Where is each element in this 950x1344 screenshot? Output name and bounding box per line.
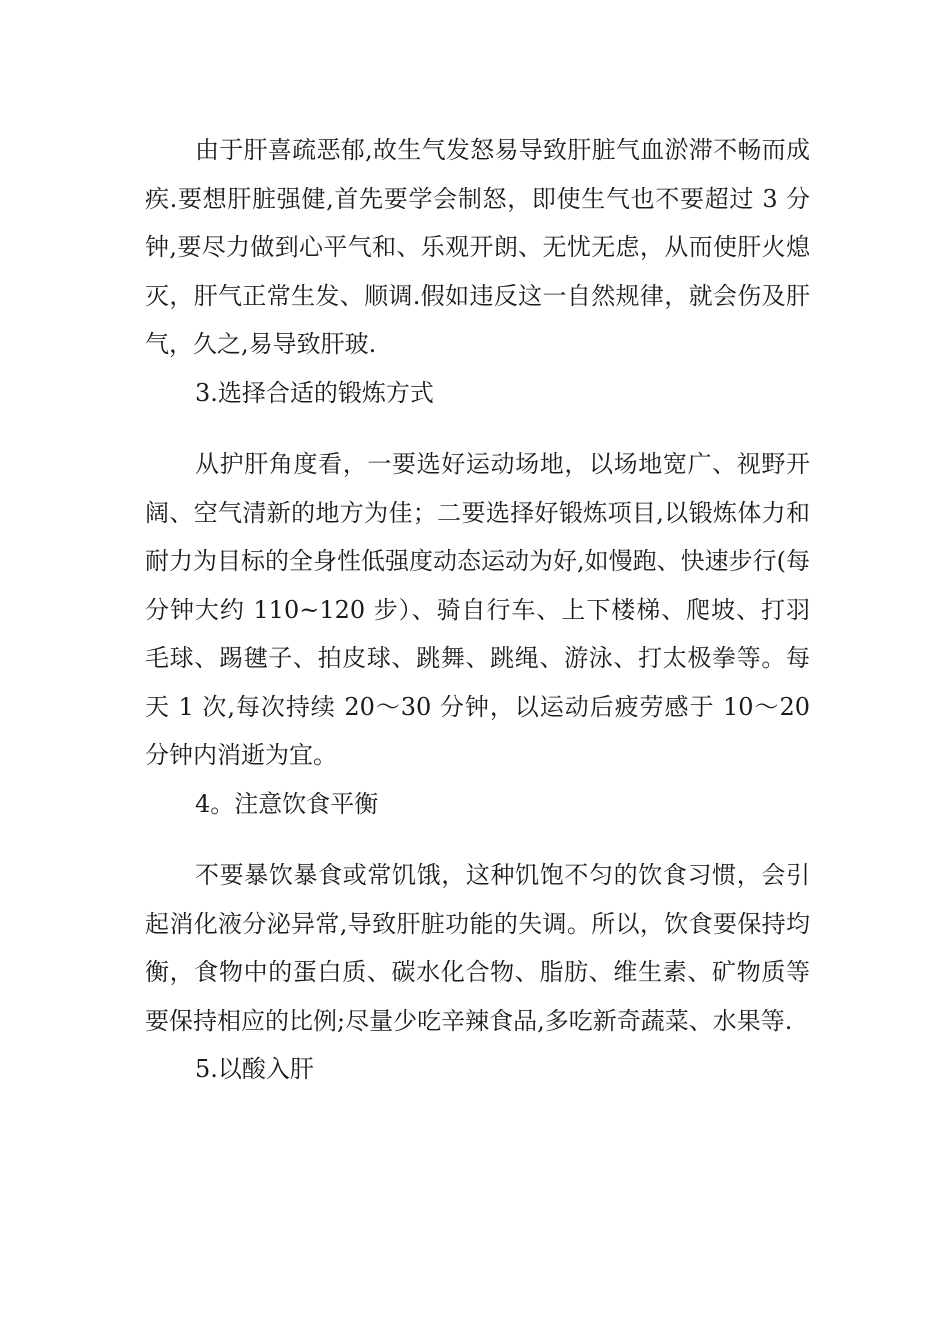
document-body (145, 126, 810, 1094)
section-heading-diet: 4。注意饮食平衡 (195, 789, 379, 818)
spacer (145, 828, 810, 851)
paragraph-exercise: 从护肝角度看，一要选好运动场地，以场地宽广、视野开阔、空气清新的地方为佳；二要选择好锻炼项目,以锻炼体力和耐力为目标的全身性低强度动态运动为好,如慢跑、快速步行(每分钟大约 110~120 步）、骑自行车、上下楼梯、爬坡、打羽毛球、踢毽子、拍皮球、跳舞、跳绳、游泳、打太极拳等。每天 1 次,每次持续 20～30 分钟，以运动后疲劳感于 10～20 分钟内消逝为宜。 (145, 450, 810, 769)
spacer (145, 417, 810, 440)
paragraph-diet: 不要暴饮暴食或常饥饿，这种饥饱不匀的饮食习惯，会引起消化液分泌异常,导致肝脏功能的失调。所以，饮食要保持均衡，食物中的蛋白质、碳水化合物、脂肪、维生素、矿物质等要保持相应的比例;尽量少吃辛辣食品,多吃新奇蔬菜、水果等. (145, 861, 810, 1035)
section-heading-sour: 5.以酸入肝 (195, 1055, 314, 1083)
section-heading-exercise: 3.选择合适的锻炼方式 (195, 378, 434, 407)
paragraph-anger-control: 由于肝喜疏恶郁,故生气发怒易导致肝脏气血淤滞不畅而成疾.要想肝脏强健,首先要学会制怒，即使生气也不要超过 3 分钟,要尽力做到心平气和、乐观开朗、无忧无虑，从而使肝火熄灭，肝气正常生发、顺调.假如违反这一自然规律，就会伤及肝气，久之,易导致肝玻. (145, 136, 810, 358)
